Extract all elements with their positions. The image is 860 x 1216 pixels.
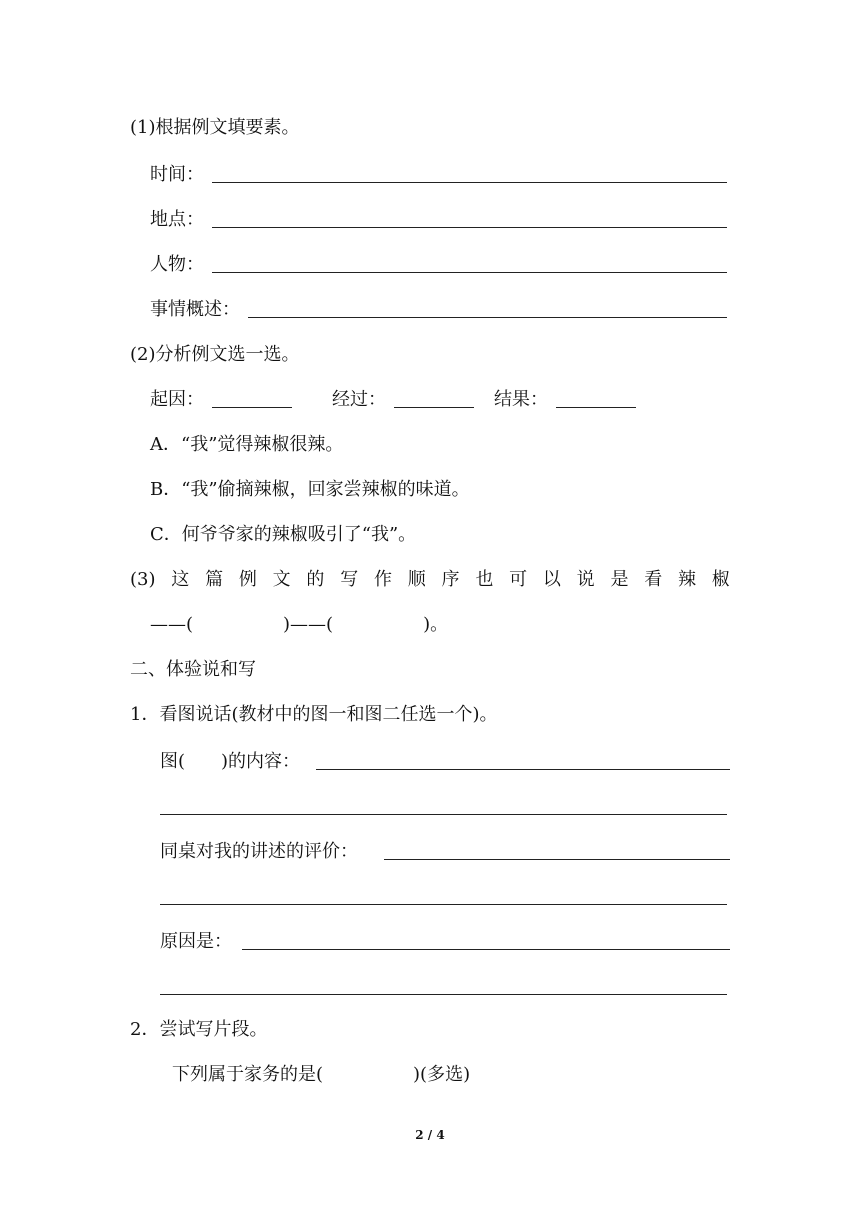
q3-char: 这	[171, 569, 190, 590]
q3-char: 写	[340, 569, 359, 590]
field-place-label: 地点：	[150, 209, 204, 230]
q3-char: 可	[509, 569, 528, 590]
field-summary-blank[interactable]	[248, 317, 727, 318]
field-people-blank[interactable]	[212, 272, 727, 273]
section-2-title: 二、体验说和写	[130, 659, 256, 680]
reason-blank[interactable]	[242, 949, 730, 950]
question-2-heading: (2)分析例文选一选。	[130, 344, 300, 365]
q3-char: 篇	[205, 569, 224, 590]
field-summary-label: 事情概述：	[150, 299, 240, 320]
question-3-line1	[130, 568, 730, 592]
cause-label: 起因：	[150, 389, 204, 410]
question-1-heading: (1)根据例文填要素。	[130, 117, 300, 138]
task-2-subquestion: 下列属于家务的是( )(多选)	[172, 1064, 471, 1085]
cause-blank[interactable]	[212, 407, 292, 408]
field-place-blank[interactable]	[212, 227, 727, 228]
option-a: A．“我”觉得辣椒很辣。	[150, 434, 344, 455]
classmate-evaluation-blank[interactable]	[384, 859, 730, 860]
q3-char: 说	[576, 569, 595, 590]
option-b: B．“我”偷摘辣椒，回家尝辣椒的味道。	[150, 479, 470, 500]
question-3-line2: ——( )——( )。	[150, 614, 449, 635]
field-time-blank[interactable]	[212, 182, 727, 183]
process-label: 经过：	[332, 389, 386, 410]
q3-char: 顺	[407, 569, 426, 590]
q3-char: 的	[306, 569, 325, 590]
page-number: 2 / 4	[415, 1128, 445, 1142]
task-1-title: 1．看图说话(教材中的图一和图二任选一个)。	[130, 704, 498, 725]
q3-char: 是	[610, 569, 629, 590]
reason-blank-2[interactable]	[160, 994, 727, 995]
field-people-label: 人物：	[150, 254, 204, 275]
q3-char: 序	[441, 569, 460, 590]
q3-char: 看	[644, 569, 663, 590]
picture-content-blank[interactable]	[316, 769, 730, 770]
picture-content-label: 图( )的内容：	[160, 751, 301, 772]
q3-char: 例	[238, 569, 257, 590]
reason-label: 原因是：	[160, 931, 232, 952]
q3-char: 也	[475, 569, 494, 590]
q3-char: 以	[542, 569, 561, 590]
picture-content-blank-2[interactable]	[160, 814, 727, 815]
process-blank[interactable]	[394, 407, 474, 408]
classmate-evaluation-blank-2[interactable]	[160, 904, 727, 905]
q3-char: 文	[272, 569, 291, 590]
result-blank[interactable]	[556, 407, 636, 408]
q3-char: (3)	[130, 569, 156, 590]
q3-char: 椒	[711, 569, 730, 590]
result-label: 结果：	[494, 389, 548, 410]
field-time-label: 时间：	[150, 164, 204, 185]
classmate-evaluation-label: 同桌对我的讲述的评价：	[160, 841, 358, 862]
q3-char: 作	[373, 569, 392, 590]
q3-char: 辣	[678, 569, 696, 590]
option-c: C．何爷爷家的辣椒吸引了“我”。	[150, 524, 417, 545]
task-2-title: 2．尝试写片段。	[130, 1019, 268, 1040]
